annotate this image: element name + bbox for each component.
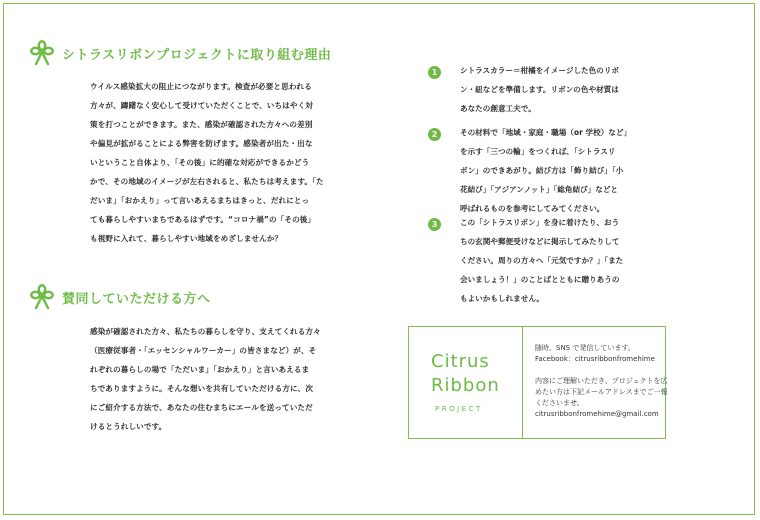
step-line: ください。周りの方々へ「元気ですか？」「また — [460, 256, 624, 265]
step-line: ン・紐などを準備します。リボンの色や材質は — [460, 85, 619, 94]
info-line: めたい方は下記メールアドレスまでご一報 — [535, 388, 668, 396]
section2-line: （医療従事者・「エッセンシャルワーカー」の皆さまなど）が、そ — [90, 346, 317, 355]
section1-body — [90, 77, 324, 248]
email-link[interactable]: citrusribbonfromehime@gmail.com — [535, 410, 659, 418]
section1-line: 方々が、躊躇なく安心して受けていただくことで、いちはやく対 — [90, 101, 313, 110]
citrus-ribbon-icon — [30, 40, 54, 66]
section2-title: 賛同していただける方へ — [62, 291, 211, 307]
info-line: 随時、SNS で発信しています。 — [535, 344, 635, 352]
section1-line: 策を打つことができます。また、感染が確認された方々への差別 — [90, 120, 313, 129]
section2-heading — [30, 284, 211, 310]
step-line: シトラスカラー＝柑橘をイメージした色のリボ — [460, 66, 620, 75]
section2-line: けるとうれしいです。 — [90, 422, 167, 431]
facebook-link[interactable]: Facebook：citrusribbonfromehime — [535, 355, 655, 363]
step-2-text — [460, 123, 631, 218]
step-number-badge: 2 — [428, 128, 441, 141]
logo-text-citrus: Citrus — [431, 351, 490, 372]
step-line: 花結び」「アジアンノット」「総角結び」などと — [460, 185, 619, 194]
box-divider — [522, 327, 523, 438]
section2-line: 感染が確認された方々、私たちの暮らしを守り、支えてくれる方々 — [90, 327, 321, 336]
section1-line: かで、その地域のイメージが左右されると、私たちは考えます。「た — [90, 177, 324, 186]
info-line: 内容にご理解いただき、プロジェクトを広 — [535, 377, 668, 385]
section1-title: シトラスリボンプロジェクトに取り組む理由 — [62, 47, 332, 63]
step-line: ボン」のできあがり。結び方は「飾り結び」「小 — [460, 166, 624, 175]
section2-line: にご紹介する方法で、あなたの住むまちにエールを送っていただ — [90, 403, 313, 412]
info-line: くださいませ。 — [535, 399, 584, 407]
section2-line: ちでありますように。そんな想いを共有していただける方に、次 — [90, 384, 314, 393]
contact-box — [408, 326, 666, 439]
logo-text-ribbon: Ribbon — [431, 375, 500, 396]
step-line: ちの玄関や郵便受けなどに掲示してみたりして — [460, 237, 620, 246]
section2-body — [90, 322, 321, 436]
section1-line: も視野に入れて、暮らしやすい地域をめざしませんか？ — [90, 234, 283, 243]
section1-heading — [30, 40, 331, 66]
step-line: もよいかもしれません。 — [460, 294, 544, 303]
section1-line: いということ自体より、「その後」に的確な対応ができるかどう — [90, 158, 310, 167]
section2-line: れぞれの暮らしの場で「ただいま」「おかえり」と言いあえるま — [90, 365, 310, 374]
info-spacer — [535, 365, 668, 376]
step-line: を示す「三つの輪」をつくれば、「シトラスリ — [460, 147, 616, 156]
section1-line: ても暮らしやすいまちであるはずです。“コロナ禍”の「その後」 — [90, 215, 316, 224]
step-line: この「シトラスリボン」を身に着けたり、おう — [460, 218, 620, 227]
section1-line: ウイルス感染拡大の阻止につながります。検査が必要と思われる — [90, 82, 312, 91]
step-line: その材料で「地域・家庭・職場（or 学校）など」 — [460, 128, 632, 137]
logo-text-project: PROJECT — [435, 405, 483, 413]
step-3-text — [460, 213, 623, 308]
contact-info — [535, 343, 668, 420]
citrus-ribbon-icon — [30, 284, 54, 310]
step-1-text — [460, 61, 619, 118]
section1-line: だいま」「おかえり」って言いあえるまちはきっと、だれにとっ — [90, 196, 310, 205]
step-line: あなたの創意工夫で。 — [460, 104, 536, 113]
step-number-badge: 1 — [428, 66, 441, 79]
step-line: 会いましょう！」のことばとともに贈りあうの — [460, 275, 620, 284]
step-number-badge: 3 — [428, 218, 441, 231]
step-line: 呼ばれるものを参考にしてみてください。 — [460, 204, 605, 213]
section1-line: や偏見が拡がることによる弊害を防げます。感染者が出た・出な — [90, 139, 313, 148]
